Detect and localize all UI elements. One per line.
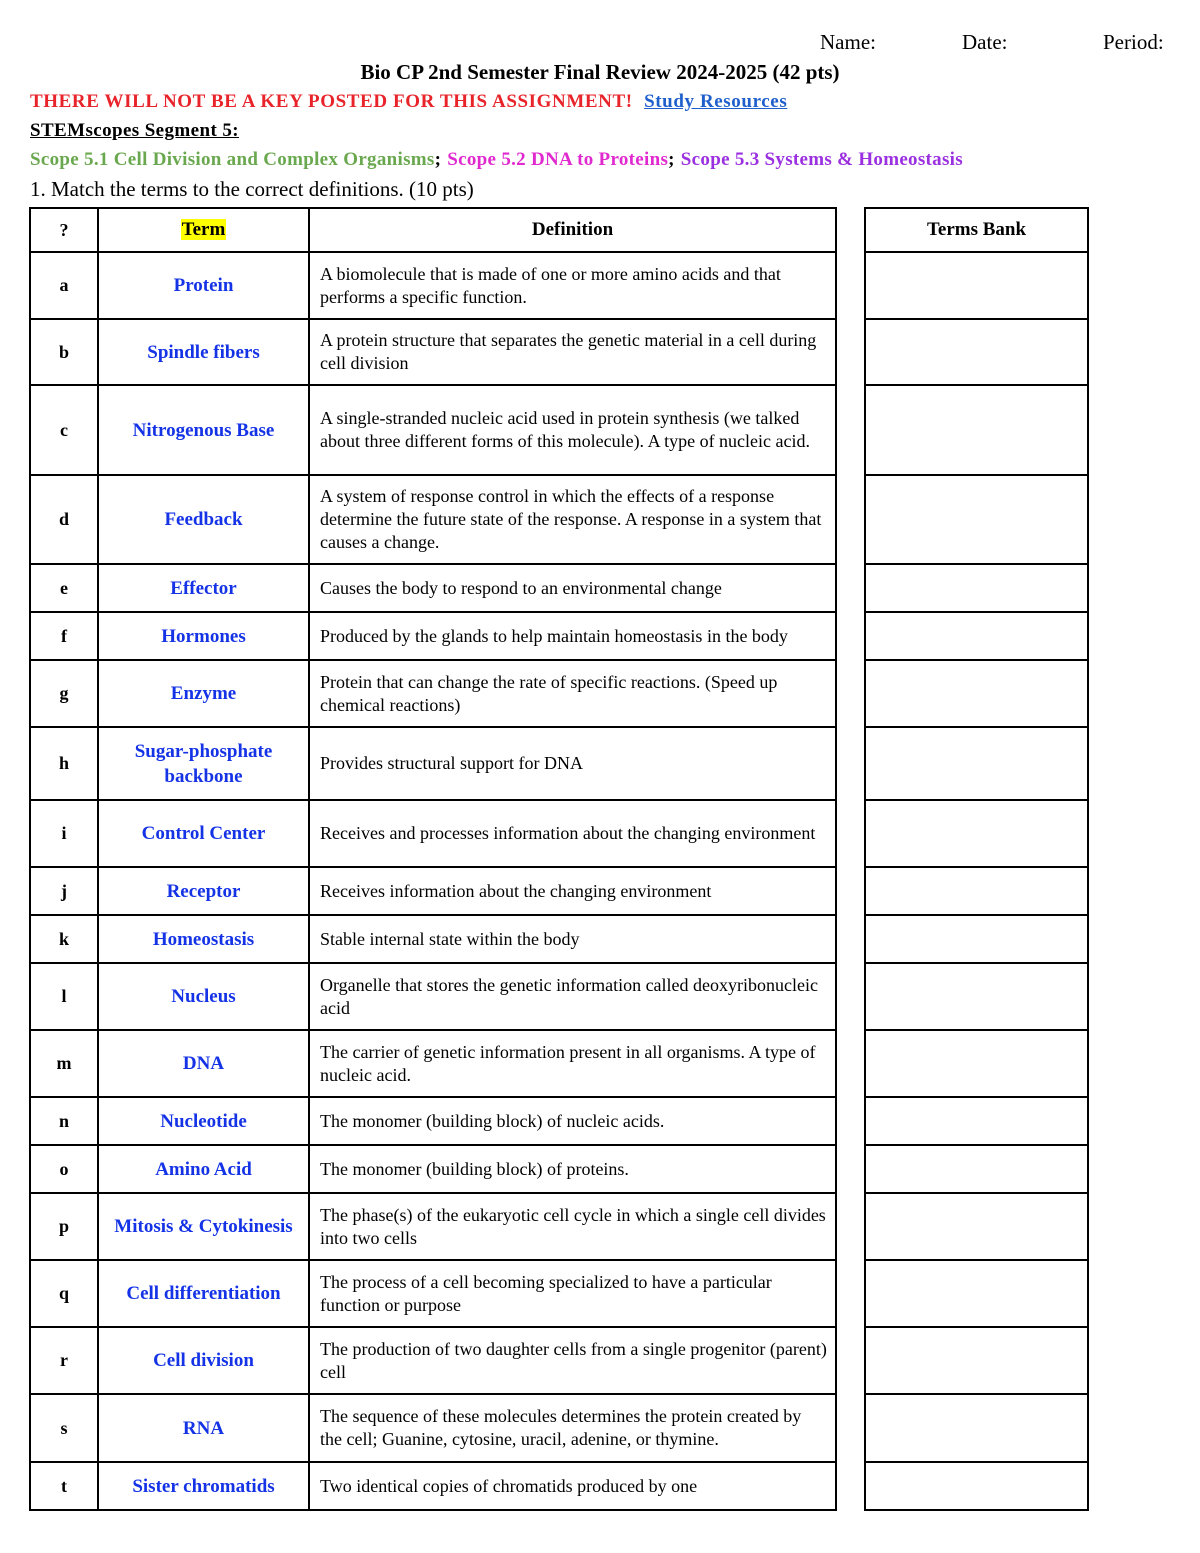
bank-answer-cell[interactable] (865, 319, 1088, 385)
table-row (30, 800, 836, 867)
scope-separator: ; (434, 149, 442, 170)
table-row (30, 1097, 836, 1145)
col-header-term (98, 208, 309, 252)
bank-row (865, 252, 1088, 319)
bank-row (865, 963, 1088, 1030)
row-term: Effector (98, 564, 309, 612)
row-letter: q (30, 1260, 98, 1327)
row-definition: The monomer (building block) of nucleic acids. (309, 1097, 836, 1145)
row-definition: A protein structure that separates the genetic material in a cell during cell division (309, 319, 836, 385)
row-letter: h (30, 727, 98, 800)
bank-answer-cell[interactable] (865, 1327, 1088, 1394)
row-definition: The monomer (building block) of proteins. (309, 1145, 836, 1193)
table-row (30, 1462, 836, 1510)
bank-answer-cell[interactable] (865, 252, 1088, 319)
row-letter: e (30, 564, 98, 612)
bank-answer-cell[interactable] (865, 1394, 1088, 1462)
table-row (30, 1030, 836, 1097)
row-term: Control Center (98, 800, 309, 867)
matching-table (29, 207, 837, 1511)
row-letter: g (30, 660, 98, 727)
date-label: Date: (962, 30, 1008, 54)
terms-bank-header: Terms Bank (865, 208, 1088, 252)
row-letter: p (30, 1193, 98, 1260)
table-row (30, 385, 836, 475)
page-title: Bio CP 2nd Semester Final Review 2024-2025 (42 pts) (360, 60, 840, 84)
bank-answer-cell[interactable] (865, 800, 1088, 867)
table-row (30, 252, 836, 319)
bank-row (865, 612, 1088, 660)
no-key-warning: THERE WILL NOT BE A KEY POSTED FOR THIS ASSIGNMENT! (30, 91, 633, 112)
table-row (30, 475, 836, 564)
bank-answer-cell[interactable] (865, 727, 1088, 800)
scope-5-3: Scope 5.3 Systems & Homeostasis (680, 149, 963, 170)
row-definition: A biomolecule that is made of one or more amino acids and that performs a specific function. (309, 252, 836, 319)
bank-row (865, 1327, 1088, 1394)
row-definition: Stable internal state within the body (309, 915, 836, 963)
row-term: DNA (98, 1030, 309, 1097)
table-row (30, 915, 836, 963)
terms-bank-table (864, 207, 1089, 1511)
row-definition: A system of response control in which the effects of a response determine the future state of the response. A response in a system that causes a change. (309, 475, 836, 564)
bank-row (865, 660, 1088, 727)
bank-row (865, 1145, 1088, 1193)
row-term: Mitosis & Cytokinesis (98, 1193, 309, 1260)
segment-heading: STEMscopes Segment 5: (30, 120, 239, 141)
bank-row (865, 1193, 1088, 1260)
row-letter: l (30, 963, 98, 1030)
study-resources-link[interactable]: Study Resources (644, 91, 788, 112)
row-definition: The phase(s) of the eukaryotic cell cycle in which a single cell divides into two cells (309, 1193, 836, 1260)
row-term: Nucleotide (98, 1097, 309, 1145)
row-letter: o (30, 1145, 98, 1193)
bank-row (865, 1097, 1088, 1145)
row-letter: f (30, 612, 98, 660)
row-definition: The sequence of these molecules determines the protein created by the cell; Guanine, cytosine, uracil, adenine, or thymine. (309, 1394, 836, 1462)
question-instruction: 1. Match the terms to the correct definitions. (10 pts) (30, 177, 474, 201)
warning-line (30, 91, 787, 113)
scope-list (30, 149, 963, 171)
bank-row (865, 1462, 1088, 1510)
row-definition: The process of a cell becoming specialized to have a particular function or purpose (309, 1260, 836, 1327)
bank-row (865, 1260, 1088, 1327)
bank-row (865, 867, 1088, 915)
table-row (30, 1394, 836, 1462)
row-definition: Causes the body to respond to an environmental change (309, 564, 836, 612)
row-definition: Protein that can change the rate of specific reactions. (Speed up chemical reactions) (309, 660, 836, 727)
row-definition: Receives information about the changing environment (309, 867, 836, 915)
row-letter: d (30, 475, 98, 564)
bank-row (865, 475, 1088, 564)
bank-answer-cell[interactable] (865, 564, 1088, 612)
bank-row (865, 564, 1088, 612)
row-definition: A single-stranded nucleic acid used in protein synthesis (we talked about three different forms of this molecule). A type of nucleic acid. (309, 385, 836, 475)
table-header-row (30, 208, 836, 252)
row-term: Nitrogenous Base (98, 385, 309, 475)
table-row (30, 727, 836, 800)
bank-answer-cell[interactable] (865, 475, 1088, 564)
row-term: Feedback (98, 475, 309, 564)
bank-answer-cell[interactable] (865, 660, 1088, 727)
bank-header-row (865, 208, 1088, 252)
table-row (30, 867, 836, 915)
bank-row (865, 800, 1088, 867)
row-term: Sugar-phosphate backbone (98, 727, 309, 800)
period-label: Period: (1103, 30, 1164, 54)
table-row (30, 319, 836, 385)
row-term: Enzyme (98, 660, 309, 727)
row-letter: i (30, 800, 98, 867)
row-letter: c (30, 385, 98, 475)
row-letter: n (30, 1097, 98, 1145)
row-term: Receptor (98, 867, 309, 915)
row-letter: b (30, 319, 98, 385)
row-term: Amino Acid (98, 1145, 309, 1193)
term-header-label: Term (181, 219, 226, 240)
row-letter: r (30, 1327, 98, 1394)
scope-5-2: Scope 5.2 DNA to Proteins (447, 149, 669, 170)
bank-answer-cell[interactable] (865, 915, 1088, 963)
row-letter: k (30, 915, 98, 963)
bank-answer-cell[interactable] (865, 1462, 1088, 1510)
col-header-definition: Definition (309, 208, 836, 252)
row-term: Cell differentiation (98, 1260, 309, 1327)
bank-row (865, 915, 1088, 963)
name-label: Name: (820, 30, 876, 54)
bank-answer-cell[interactable] (865, 1030, 1088, 1097)
row-term: Homeostasis (98, 915, 309, 963)
bank-answer-cell[interactable] (865, 1145, 1088, 1193)
bank-row (865, 1030, 1088, 1097)
bank-answer-cell[interactable] (865, 1097, 1088, 1145)
row-definition: The production of two daughter cells from a single progenitor (parent) cell (309, 1327, 836, 1394)
row-term: Sister chromatids (98, 1462, 309, 1510)
bank-answer-cell[interactable] (865, 963, 1088, 1030)
bank-row (865, 319, 1088, 385)
row-term: Spindle fibers (98, 319, 309, 385)
row-term: Protein (98, 252, 309, 319)
bank-answer-cell[interactable] (865, 612, 1088, 660)
row-definition: Provides structural support for DNA (309, 727, 836, 800)
bank-row (865, 1394, 1088, 1462)
table-row (30, 1260, 836, 1327)
table-row (30, 963, 836, 1030)
bank-row (865, 385, 1088, 475)
row-definition: Receives and processes information about the changing environment (309, 800, 836, 867)
row-letter: a (30, 252, 98, 319)
row-letter: s (30, 1394, 98, 1462)
bank-answer-cell[interactable] (865, 1260, 1088, 1327)
row-definition: Produced by the glands to help maintain homeostasis in the body (309, 612, 836, 660)
table-row (30, 660, 836, 727)
table-row (30, 1327, 836, 1394)
row-letter: m (30, 1030, 98, 1097)
col-header-question: ? (30, 208, 98, 252)
row-definition: Two identical copies of chromatids produced by one (309, 1462, 836, 1510)
scope-5-1: Scope 5.1 Cell Division and Complex Organisms (30, 149, 435, 170)
bank-answer-cell[interactable] (865, 867, 1088, 915)
row-term: RNA (98, 1394, 309, 1462)
table-row (30, 564, 836, 612)
table-row (30, 612, 836, 660)
row-definition: Organelle that stores the genetic information called deoxyribonucleic acid (309, 963, 836, 1030)
row-letter: j (30, 867, 98, 915)
row-term: Hormones (98, 612, 309, 660)
bank-row (865, 727, 1088, 800)
bank-answer-cell[interactable] (865, 1193, 1088, 1260)
row-definition: The carrier of genetic information present in all organisms. A type of nucleic acid. (309, 1030, 836, 1097)
bank-answer-cell[interactable] (865, 385, 1088, 475)
row-term: Nucleus (98, 963, 309, 1030)
row-letter: t (30, 1462, 98, 1510)
table-row (30, 1193, 836, 1260)
row-term: Cell division (98, 1327, 309, 1394)
scope-separator: ; (668, 149, 675, 170)
table-row (30, 1145, 836, 1193)
